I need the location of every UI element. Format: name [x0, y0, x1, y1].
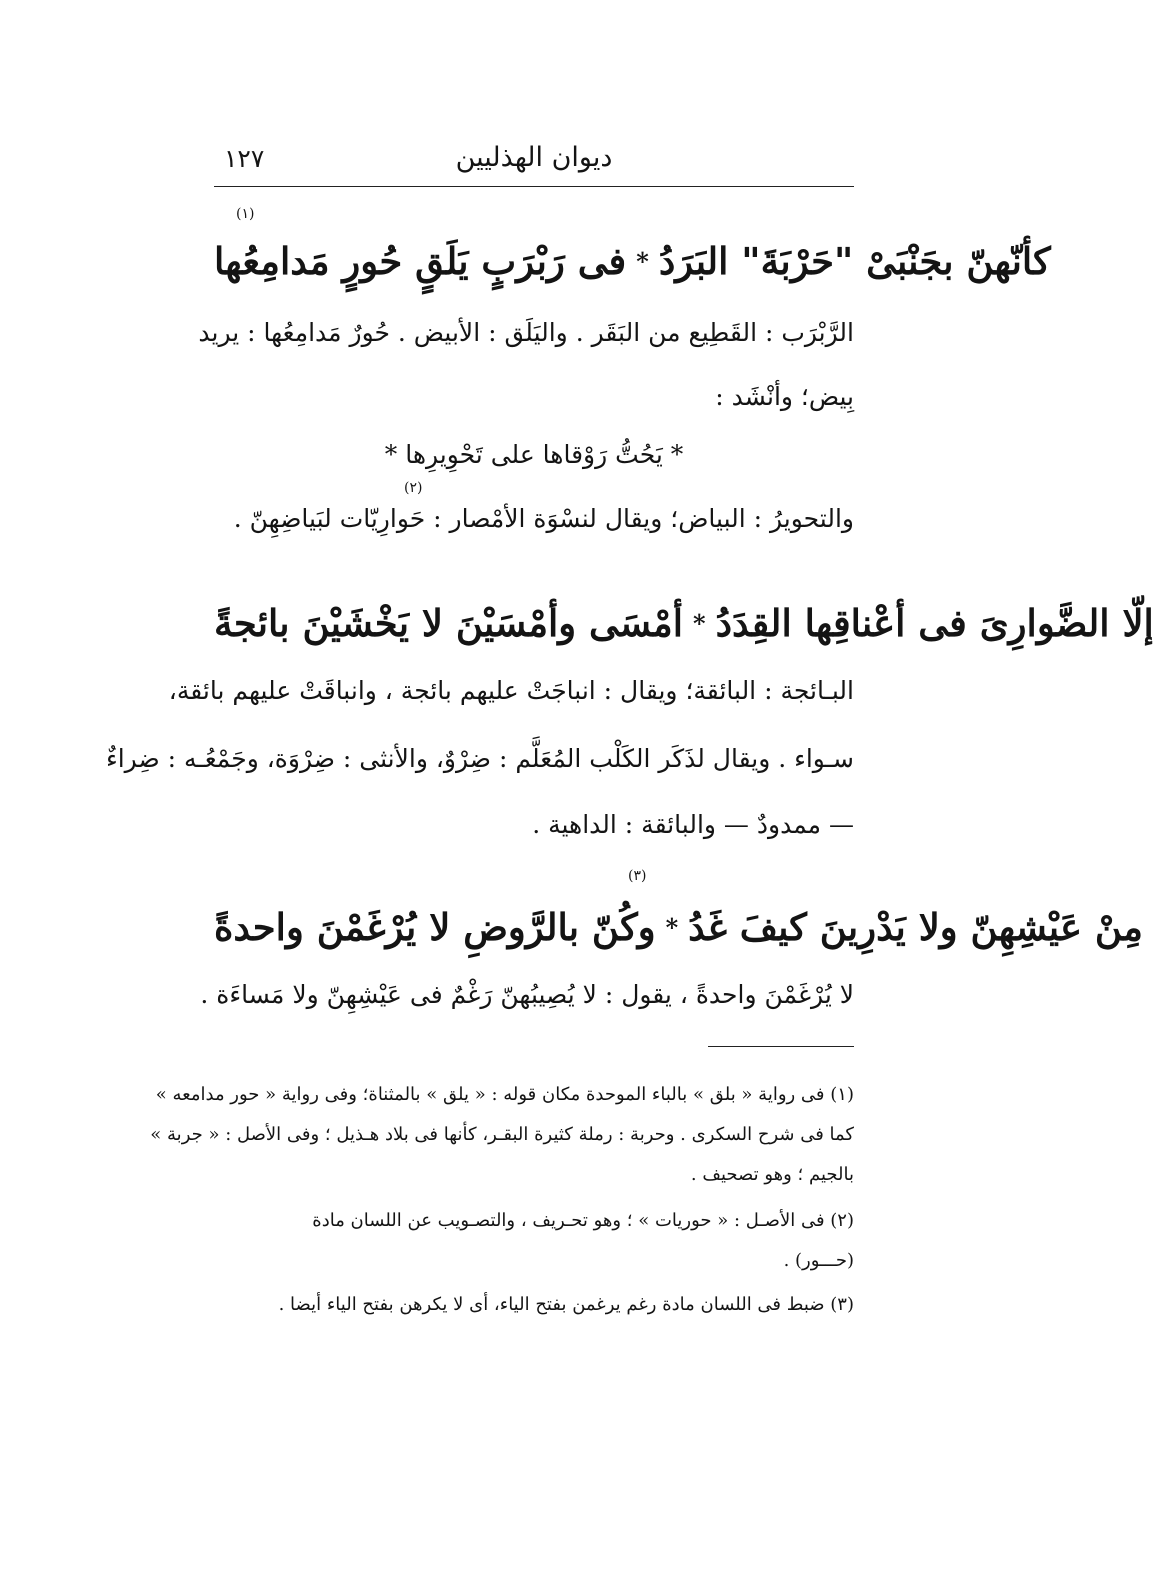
- footnote-marker-2: (٢): [404, 480, 423, 496]
- verse-2-first-hemistich: أمْسَى وأمْسَيْنَ لا يَخْشَيْنَ بائجةً: [214, 601, 683, 645]
- page-header: [214, 140, 854, 186]
- header-rule: [214, 186, 854, 187]
- verse-separator: *: [636, 246, 649, 276]
- footnote-1-line-2: كما فى شرح السكرى . وحربة : رملة كثيرة البقـر، كأنها فى بلاد هـذيل ؛ وفى الأصل : « جربة »: [150, 1124, 854, 1145]
- verse-3-first-hemistich: وكُنّ بالرَّوضِ لا يُرْغَمْنَ واحدةً: [214, 905, 656, 949]
- footnote-rule: [708, 1046, 854, 1047]
- commentary-2-line-2: سـواء . ويقال لذَكَر الكَلْب المُعَلَّم : ضِرْوٌ، والأنثى : ضِرْوَة، وجَمْعُـه : ضِراءٌ: [105, 744, 854, 773]
- footnote-1-line-1: (١) فى رواية « بلق » بالباء الموحدة مكان قوله : « يلق » بالمثناة؛ وفى رواية « حور مدامعه »: [155, 1084, 854, 1105]
- footnote-1-line-3: بالجيم ؛ وهو تصحيف .: [690, 1164, 854, 1185]
- commentary-1-line-3: والتحويرُ : البياض؛ ويقال لنسْوَة الأمْصار : حَوارِيّات لبَياضِهِنّ .: [233, 504, 854, 533]
- commentary-2-line-1: البـائجة : البائقة؛ ويقال : انباجَتْ عليهم بائجة ، وانباقَتْ عليهم بائقة،: [168, 676, 854, 705]
- commentary-1-line-2: بِيض؛ وأنْشَد :: [715, 382, 854, 411]
- verse-1-first-hemistich: فى رَبْرَبٍ يَلَقٍ حُورٍ مَدامِعُها: [214, 239, 627, 283]
- commentary-3-line-1: لا يُرْغَمْنَ واحدةً ، يقول : لا يُصِيبُهنّ رَغْمٌ فى عَيْشِهِنّ ولا مَساءَة .: [200, 980, 854, 1009]
- verse-2-second-hemistich: إلّا الضَّوارِىَ فى أعْناقِها القِدَدُ: [715, 601, 1154, 645]
- footnote-marker-1: (١): [236, 206, 255, 222]
- footnote-2-line-1: (٢) فى الأصـل : « حوريات » ؛ وهو تحـريف ، والتصـويب عن اللسان مادة: [312, 1210, 854, 1231]
- footnote-2-line-2: (حـــور) .: [783, 1250, 854, 1271]
- verse-separator: *: [665, 912, 679, 942]
- quoted-verse: * يَحُتُّ رَوْقاها على تَحْوِيرِها *: [384, 440, 684, 469]
- verse-3-second-hemistich: مِنْ عَيْشِهِنّ ولا يَدْرِينَ كيفَ غَدُ: [688, 905, 1143, 949]
- verse-3: [214, 894, 1143, 960]
- commentary-1-line-1: الرَّبْرَب : القَطِيع من البَقَر . واليَلَق : الأبيض . حُورٌ مَدامِعُها : يريد: [198, 318, 854, 347]
- running-title: ديوان الهذليين: [455, 142, 613, 173]
- verse-1: [214, 228, 1051, 294]
- commentary-2-line-3: — ممدودٌ — والبائقة : الداهية .: [532, 810, 854, 839]
- verse-2: [214, 590, 1154, 656]
- page-number: ١٢٧: [224, 144, 265, 173]
- verse-separator: *: [693, 608, 706, 638]
- footnote-marker-3: (٣): [628, 868, 647, 884]
- footnote-3-line-1: (٣) ضبط فى اللسان مادة رغم يرغمن بفتح الياء، أى لا يكرهن بفتح الياء أيضا .: [278, 1294, 854, 1315]
- verse-1-second-hemistich: كأنّهنّ بجَنْبَىْ "حَرْبَةَ" البَرَدُ: [658, 239, 1051, 283]
